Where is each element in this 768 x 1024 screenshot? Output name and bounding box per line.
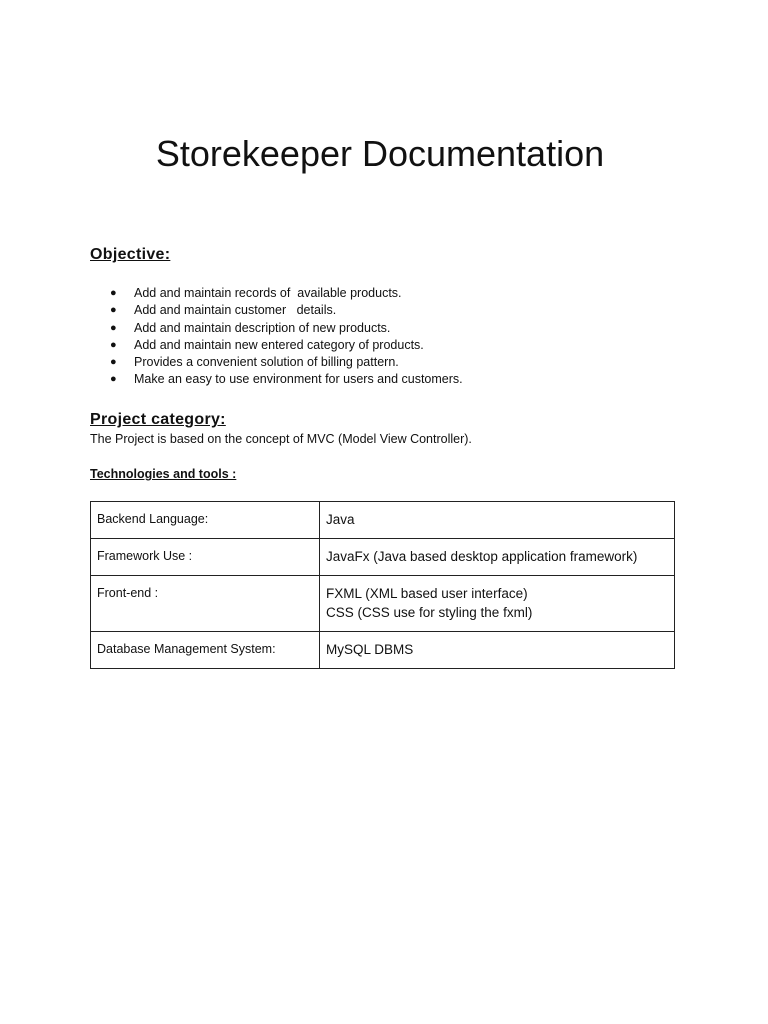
table-cell-key: Database Management System: — [91, 632, 320, 669]
table-row — [91, 539, 675, 576]
bullet-icon: ● — [110, 287, 117, 299]
table-cell-line: MySQL DBMS — [326, 642, 414, 657]
bullet-icon: ● — [110, 304, 117, 317]
objective-text: Add and maintain description of new products. — [134, 320, 391, 335]
table-cell-value — [320, 576, 675, 632]
table-cell-value — [320, 539, 675, 576]
project-category-heading: Project category: — [90, 411, 226, 428]
bullet-icon: ● — [110, 321, 117, 334]
objective-text: Add and maintain customer details. — [134, 303, 337, 318]
table-cell-value — [320, 502, 675, 539]
objective-text: Add and maintain new entered category of products. — [134, 337, 424, 352]
bullet-icon: ● — [110, 373, 117, 386]
table-cell-key: Front-end : — [91, 576, 320, 632]
technologies-table — [90, 501, 675, 669]
list-item — [90, 285, 463, 302]
bullet-icon: ● — [110, 356, 117, 369]
document-title: Storekeeper Documentation — [155, 133, 605, 174]
bullet-icon: ● — [110, 338, 117, 351]
objective-text: Make an easy to use environment for users and customers. — [134, 372, 463, 387]
table-cell-line: Java — [326, 512, 355, 527]
objective-text: Provides a convenient solution of billing pattern. — [134, 355, 399, 370]
list-item — [90, 354, 463, 371]
table-cell-line: FXML (XML based user interface) — [326, 586, 528, 601]
table-row — [91, 576, 675, 632]
objective-text: Add and maintain records of available products. — [134, 286, 402, 300]
table-cell-line: JavaFx (Java based desktop application framework) — [326, 549, 638, 564]
list-item — [90, 320, 463, 337]
table-cell-value — [320, 632, 675, 669]
list-item — [90, 371, 463, 388]
list-item — [90, 302, 463, 319]
table-cell-line: CSS (CSS use for styling the fxml) — [326, 605, 533, 620]
table-cell-key: Framework Use : — [91, 539, 320, 576]
objectives-list — [90, 285, 463, 389]
objective-heading: Objective: — [90, 246, 171, 263]
technologies-heading: Technologies and tools : — [90, 467, 237, 481]
list-item — [90, 337, 463, 354]
table-cell-key: Backend Language: — [91, 502, 320, 539]
project-category-text: The Project is based on the concept of MVC (Model View Controller). — [90, 432, 472, 446]
table-row — [91, 502, 675, 539]
table-row — [91, 632, 675, 669]
